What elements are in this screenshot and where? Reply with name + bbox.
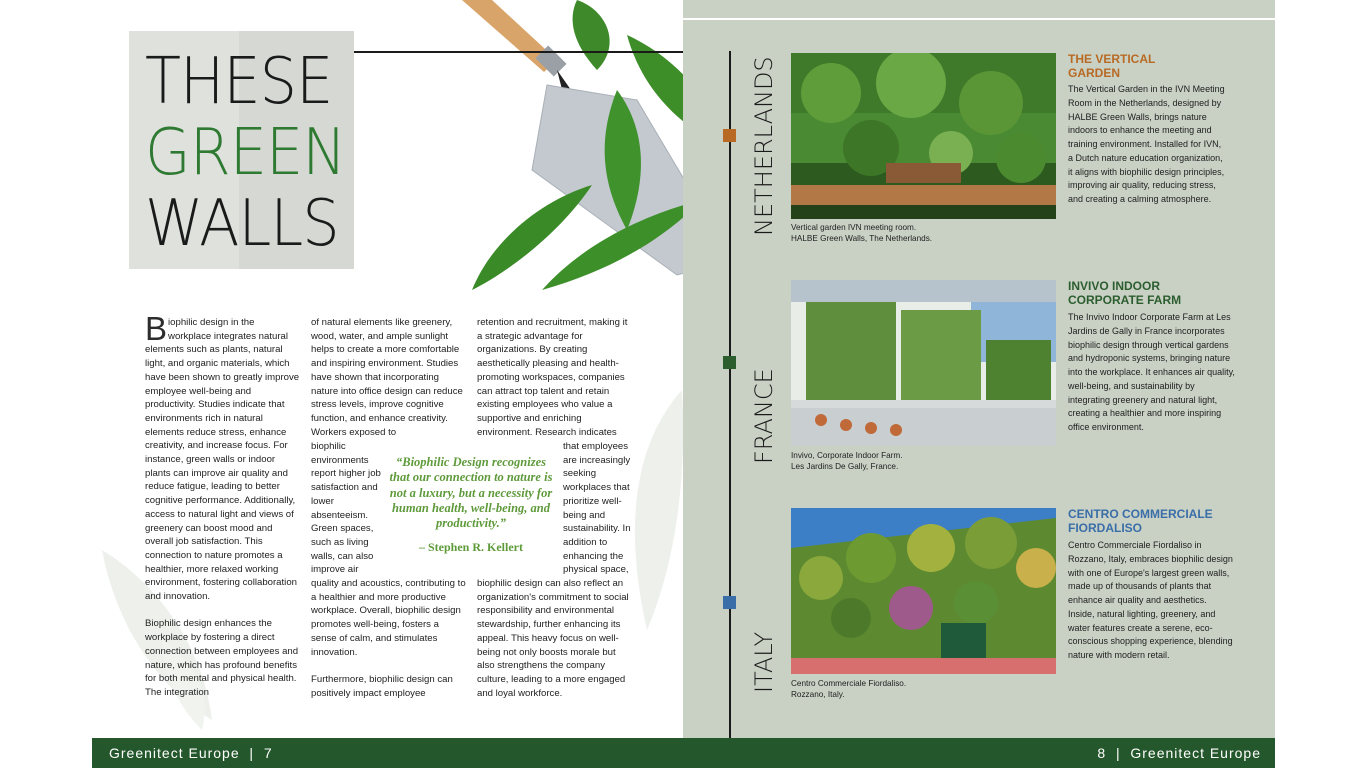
article-column-2-paragraph: quality and acoustics, contributing to a healthier and more productive workplace. Overall, biophilic design promotes well-being, fosters a sense of calm, and stimulates innovation.: [311, 578, 466, 658]
country-label-france: FRANCE: [750, 368, 778, 464]
vertical-garden-photo: [791, 53, 1056, 219]
pull-quote-author: – Stephen R. Kellert: [419, 540, 523, 554]
timeline-line: [729, 51, 731, 738]
drop-cap: B: [145, 310, 168, 347]
project-title-italy: CENTRO COMMERCIALE FIORDALISO: [1068, 507, 1213, 535]
caption-line: Les Jardins De Gally, France.: [791, 462, 899, 471]
article-column-1: [145, 310, 300, 713]
country-label-netherlands: NETHERLANDS: [750, 56, 778, 236]
article-column-3-narrow: that employees are increasingly seeking workplaces that prioritize well-being and sustainability. In addition to enhancing the physical space,: [563, 441, 631, 576]
project-body-netherlands: The Vertical Garden in the IVN Meeting Room in the Netherlands, designed by HALBE Green Walls, brings nature indoors to enhance the meeting and training environment. Installed for IVN, a Dutch nature education organization, it aligns with biophilic design principles, improving air quality, reducing stress, and creating a calming atmosphere.: [1068, 84, 1225, 204]
footer-left-folio: Greenitect Europe | 7: [109, 745, 273, 761]
trowel-leaves-illustration: [362, 0, 683, 300]
project-title-france: INVIVO INDOOR CORPORATE FARM: [1068, 279, 1182, 307]
marker-france: [723, 356, 736, 369]
project-body-italy: Centro Commerciale Fiordaliso in Rozzano, Italy, embraces biophilic design with one of Europe's largest green walls, made up of thousands of plants that enhance air quality and aesthetics. Inside, natural lighting, greenery, and water features create a serene, eco-conscious shopping experience, blending nature with modern retail.: [1068, 540, 1233, 660]
right-margin: [1275, 0, 1366, 768]
marker-netherlands: [723, 129, 736, 142]
shopping-centre-photo: [791, 508, 1056, 674]
caption-line: Rozzano, Italy.: [791, 690, 845, 699]
project-body-france: The Invivo Indoor Corporate Farm at Les Jardins de Gally in France incorporates biophilic design through vertical gardens and hydroponic systems, bringing nature into the workplace. It enhances air quality, well-being, and sustainability by integrating greenery and natural light, creating a healthier and more inspiring office environment.: [1068, 312, 1235, 432]
title-connector-line: [354, 51, 730, 53]
left-margin: [0, 0, 92, 768]
caption-line: Invivo, Corporate Indoor Farm.: [791, 451, 903, 460]
title-line-3: WALLS: [145, 187, 339, 261]
title-line-2: GREEN: [145, 116, 346, 190]
marker-italy: [723, 596, 736, 609]
title-block: [129, 31, 354, 269]
photo-caption-france: [791, 450, 1056, 472]
footer-bar: [92, 738, 1275, 768]
article-column-3-bottom: biophilic design can also reflect an organization's commitment to social responsibility and environmental stewardship, further enhancing its appeal. This heavy focus on well-being not only boosts morale but also strengthens the company culture, leading to a more engaged and loyal workforce.: [477, 578, 629, 699]
article-column-2-last: Furthermore, biophilic design can positively impact employee: [311, 673, 453, 699]
photo-caption-italy: [791, 678, 1056, 700]
article-column-2-narrow: biophilic environments report higher job satisfaction and lower absenteeism. Green spaces, such as living walls, can also improve air: [311, 441, 381, 576]
caption-line: Centro Commerciale Fiordaliso.: [791, 679, 907, 688]
article-column-2-bottom: [311, 577, 466, 714]
article-column-2-top: of natural elements like greenery, wood, water, and ample sunlight helps to create a more comfortable and inspiring environment. Studies have shown that incorporating nature into office design can reduce stress levels, improve cognitive function, and enhance creativity. Workers exposed to: [311, 317, 463, 438]
caption-line: Vertical garden IVN meeting room.: [791, 223, 917, 232]
title-line-1: THESE: [145, 45, 333, 119]
article-column-3-top: retention and recruitment, making it a strategic advantage for organizations. By creating aesthetically pleasing and health-promoting workspaces, companies can attract top talent and retain existing employees who value a supportive and enriching environment. Research indicates: [477, 317, 628, 438]
country-label-italy: ITALY: [750, 631, 778, 693]
project-title-netherlands: THE VERTICAL GARDEN: [1068, 52, 1156, 80]
footer-right-folio: 8 | Greenitect Europe: [1097, 745, 1261, 761]
top-rule: [683, 18, 1275, 20]
caption-line: HALBE Green Walls, The Netherlands.: [791, 234, 933, 243]
indoor-farm-photo: [791, 280, 1056, 446]
article-paragraph-2: Biophilic design enhances the workplace by fostering a direct connection between employees and nature, which has profound benefits for both mental and physical health. The integration: [145, 618, 299, 698]
pull-quote: “Biophilic Design recognizes that our connection to nature is not a luxury, but a necessity for human health, well-being, and productivity.”: [389, 455, 553, 531]
photo-caption-netherlands: [791, 222, 1056, 244]
article-paragraph-1: iophilic design in the workplace integrates natural elements such as plants, natural light, and organic materials, which have been shown to greatly improve employee well-being and productivity. Studies indicate that environments rich in natural elements reduce stress, enhance creativity, and increase focus. For instance, green walls or indoor plants can improve air quality and reduce fatigue, leading to better cognitive performance. Additionally, access to natural light and views of greenery can boost mood and overall job satisfaction. This connection to nature promotes a healthier, more relaxed working environment, fostering collaboration and innovation.: [145, 317, 300, 603]
